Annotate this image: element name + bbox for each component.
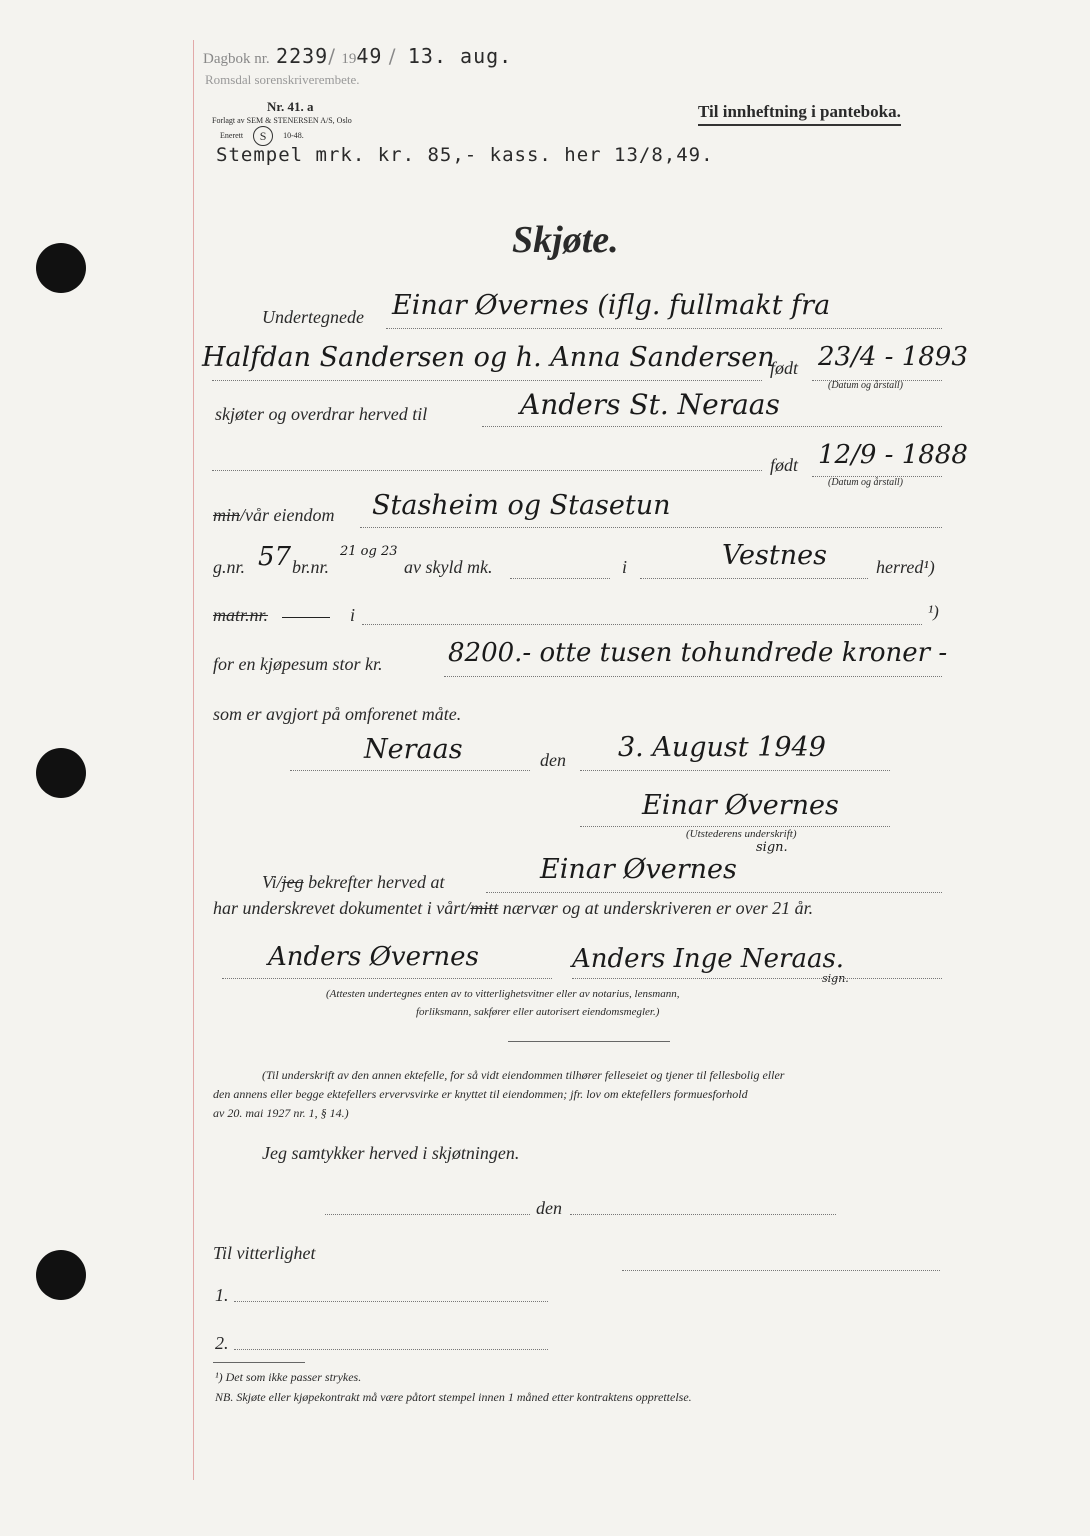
attest-line2: forliksmann, sakfører eller autorisert eiendomsmegler.) bbox=[416, 1006, 660, 1018]
bekrefter-annot: sign. bbox=[756, 840, 788, 855]
avgjort-label: som er avgjort på omforenet måte. bbox=[213, 704, 462, 724]
vitterlighet-label: Til vitterlighet bbox=[213, 1243, 316, 1263]
spouse-note-line2: den annens eller begge ektefellers ervervsvirke er knyttet til eiendommen; jfr. lov om ektefellers formuesforhold bbox=[213, 1087, 748, 1101]
gnr-label: g.nr. bbox=[213, 557, 246, 577]
witness-line-1 bbox=[234, 1301, 548, 1302]
dagbok-date: 13. aug. bbox=[407, 44, 513, 68]
undertegnede-value2: Halfdan Sandersen og h. Anna Sandersen bbox=[202, 342, 775, 373]
undertegnede-label: Undertegnede bbox=[262, 307, 364, 327]
date-value: 3. August 1949 bbox=[618, 732, 826, 763]
form-number: Nr. 41. a bbox=[267, 99, 314, 114]
matr-label: matr.nr. bbox=[213, 605, 269, 625]
spouse-note-line3: av 20. mai 1927 nr. 1, § 14.) bbox=[213, 1106, 349, 1120]
blank-line bbox=[212, 470, 762, 471]
margin-line bbox=[193, 40, 194, 1480]
undertegnede-line2 bbox=[212, 380, 762, 381]
eiendom-label: /vår eiendom bbox=[240, 505, 335, 525]
gnr-value: 57 bbox=[258, 542, 292, 572]
brnr-label: br.nr. bbox=[292, 557, 330, 577]
punch-hole bbox=[36, 243, 86, 293]
spouse-note-line1: (Til underskrift av den annen ektefelle, for så vidt eiendommen tilhører felleseiet og tjener til fellesbolig eller bbox=[262, 1068, 785, 1082]
seller-signature: Einar Øvernes bbox=[642, 790, 839, 821]
punch-hole bbox=[36, 1250, 86, 1300]
skyld-label: av skyld mk. bbox=[404, 557, 493, 577]
publisher-line1: Forlagt av SEM & STENERSEN A/S, Oslo bbox=[212, 116, 352, 125]
eiendom-min-struck: min bbox=[213, 505, 240, 525]
bekrefter-value: Einar Øvernes bbox=[540, 854, 737, 885]
jeg-struck: jeg bbox=[281, 872, 304, 892]
samtykker-label: Jeg samtykker herved i skjøtningen. bbox=[262, 1143, 520, 1163]
fodt1-label: født bbox=[770, 358, 799, 378]
fodt2-label: født bbox=[770, 455, 799, 475]
dagbok-prefix: Dagbok nr. bbox=[203, 51, 270, 67]
eiendom-value: Stasheim og Stasetun bbox=[372, 490, 671, 521]
matr-i-label: i bbox=[350, 605, 356, 625]
den2-label: den bbox=[536, 1198, 562, 1218]
den-label: den bbox=[540, 750, 566, 770]
place-value: Neraas bbox=[364, 734, 463, 765]
witness-num-2: 2. bbox=[215, 1333, 229, 1353]
witness1-line bbox=[222, 978, 552, 979]
place-line bbox=[290, 770, 530, 771]
dagbok-year: 49 bbox=[356, 44, 383, 68]
herred-i-label: i bbox=[622, 557, 628, 577]
page-title: Skjøte. bbox=[512, 219, 619, 261]
undertegnede-value: Einar Øvernes (iflg. fullmakt fra bbox=[392, 290, 831, 321]
stamp-line: Stempel mrk. kr. 85,- kass. her 13/8,49. bbox=[216, 144, 714, 166]
datum-label-2: (Datum og årstall) bbox=[828, 477, 903, 488]
brnr-value: 21 og 23 bbox=[340, 544, 398, 559]
witness2-line bbox=[572, 978, 942, 979]
footnote-divider bbox=[213, 1362, 305, 1363]
fodt2-value: 12/9 - 1888 bbox=[818, 440, 968, 470]
footnote1: ¹) Det som ikke passer strykes. bbox=[215, 1370, 362, 1384]
datum-label-1: (Datum og årstall) bbox=[828, 380, 903, 391]
eiendom-label-group bbox=[213, 505, 334, 526]
skjoter-label: skjøter og overdrar herved til bbox=[215, 404, 428, 424]
herred-label: herred¹) bbox=[876, 557, 935, 577]
section-divider bbox=[508, 1041, 670, 1042]
skjoter-line bbox=[482, 426, 942, 427]
publisher-line2: Enerett bbox=[220, 130, 244, 140]
samtykke-place-line bbox=[325, 1214, 530, 1215]
witness2-signature: Anders Inge Neraas. bbox=[572, 944, 845, 974]
vi-label: Vi/ bbox=[262, 872, 282, 892]
publisher-logo-icon: S bbox=[253, 126, 273, 146]
samtykke-date-line bbox=[570, 1214, 836, 1215]
kjopesum-line bbox=[444, 676, 942, 677]
bekrefter-group bbox=[262, 872, 444, 893]
kjopesum-value: 8200.- otte tusen tohundrede kroner - bbox=[448, 638, 948, 668]
witness2-annot: sign. bbox=[822, 972, 849, 985]
witness-num-1: 1. bbox=[215, 1285, 229, 1305]
herred-line bbox=[640, 578, 868, 579]
dagbok-year-prefix: 19 bbox=[341, 51, 357, 67]
skyld-line bbox=[510, 578, 610, 579]
matr-footnote: ¹) bbox=[928, 602, 939, 621]
fodt1-value: 23/4 - 1893 bbox=[818, 342, 968, 372]
footnote2: NB. Skjøte eller kjøpekontrakt må være påtort stempel innen 1 måned etter kontraktens opprettelse. bbox=[215, 1390, 692, 1404]
undertegnede-line bbox=[386, 328, 942, 329]
matr-dash bbox=[282, 617, 330, 618]
underskrevet-post: nærvær og at underskriveren er over 21 år. bbox=[502, 898, 814, 918]
underskrevet-group bbox=[213, 898, 813, 919]
mitt-struck: mitt bbox=[470, 898, 499, 918]
witness1-signature: Anders Øvernes bbox=[268, 942, 479, 972]
punch-hole bbox=[36, 748, 86, 798]
eiendom-line bbox=[360, 527, 942, 528]
herred-value: Vestnes bbox=[722, 540, 827, 571]
office-stamp: Romsdal sorenskriverembete. bbox=[205, 72, 360, 87]
date-line bbox=[580, 770, 890, 771]
bekrefter-line bbox=[486, 892, 942, 893]
underskrevet-pre: har underskrevet dokumentet i vårt/ bbox=[213, 898, 471, 918]
seller-signature-line bbox=[580, 826, 890, 827]
kjopesum-label: for en kjøpesum stor kr. bbox=[213, 654, 383, 674]
witness-line-2 bbox=[234, 1349, 548, 1350]
skjoter-value: Anders St. Neraas bbox=[520, 388, 780, 421]
attest-line1: (Attesten undertegnes enten av to vitterlighetsvitner eller av notarius, lensmann, bbox=[326, 988, 680, 1000]
matr-line bbox=[362, 624, 922, 625]
dagbok-number: 2239 bbox=[276, 44, 329, 68]
publisher-info bbox=[212, 116, 352, 146]
binding-note: Til innheftning i panteboka. bbox=[698, 102, 901, 126]
utsteder-label: (Utstederens underskrift) bbox=[686, 828, 797, 840]
publisher-line3: 10-48. bbox=[283, 130, 304, 140]
bekrefter-label: bekrefter herved at bbox=[308, 872, 445, 892]
samtykke-signature-line bbox=[622, 1270, 940, 1271]
dagbok-line: Dagbok nr. 2239/ 1949 / 13. aug. bbox=[203, 44, 513, 68]
